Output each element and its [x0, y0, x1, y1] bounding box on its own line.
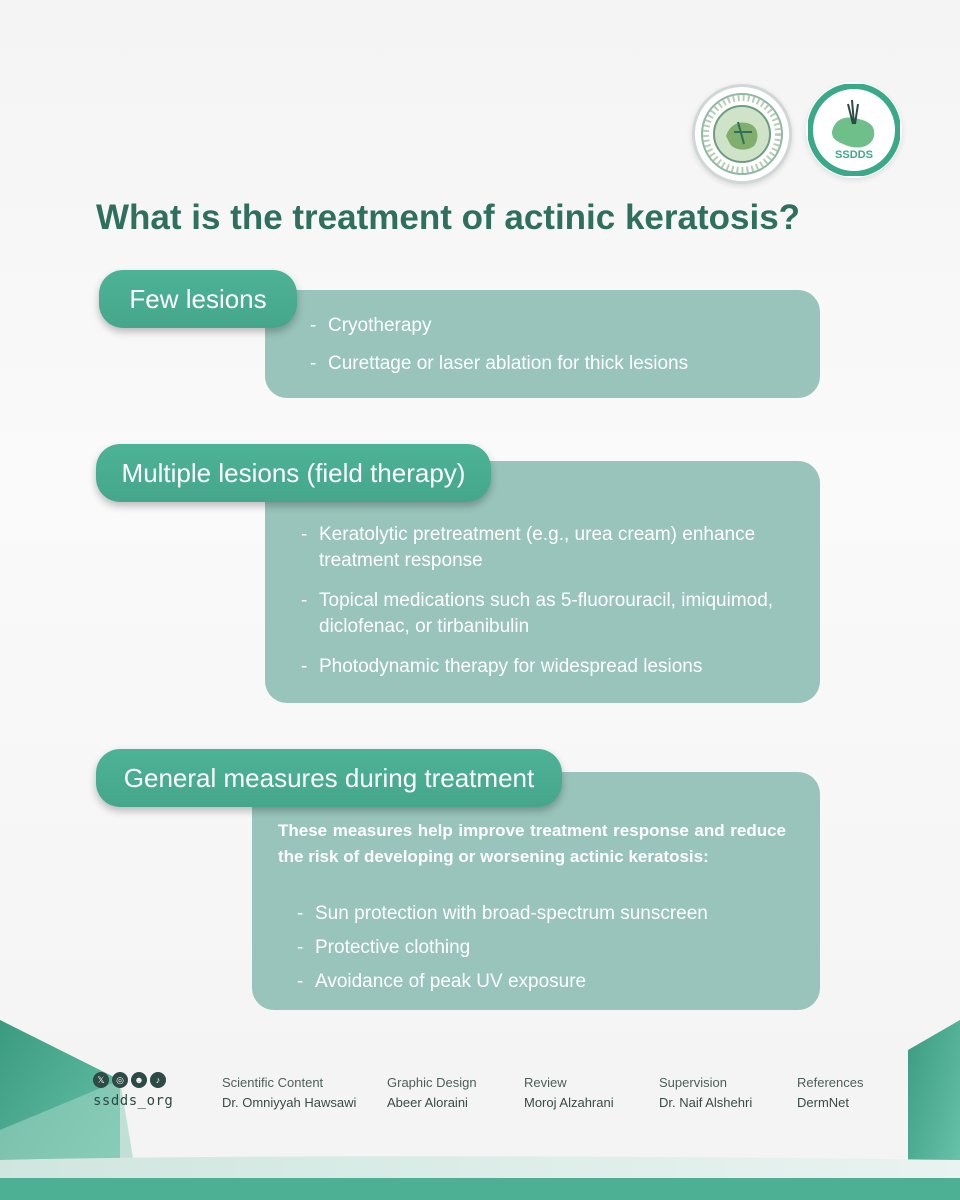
list-item: - Curettage or laser ablation for thick lesions: [310, 353, 689, 374]
credit-supervision: Supervision Dr. Naif Alshehri: [659, 1075, 753, 1110]
multiple-lesions-heading: Multiple lesions (field therapy): [96, 444, 491, 502]
svg-text:SSDDS: SSDDS: [835, 149, 873, 161]
social-handle: ssdds_org: [93, 1093, 174, 1109]
instagram-icon[interactable]: ◎: [112, 1072, 128, 1088]
multiple-lesions-list: [301, 522, 799, 694]
page-title: What is the treatment of actinic keratosis?: [96, 198, 801, 237]
list-item: - Topical medications such as 5-fluorouracil, imiquimod, diclofenac, or tirbanibulin: [301, 590, 774, 637]
list-item: - Keratolytic pretreatment (e.g., urea cream) enhance treatment response: [301, 524, 756, 571]
credit-review: Review Moroj Alzahrani: [524, 1075, 614, 1110]
list-item: - Avoidance of peak UV exposure: [297, 971, 587, 992]
few-lesions-heading: Few lesions: [99, 270, 297, 328]
list-item: - Cryotherapy: [310, 315, 432, 336]
snapchat-icon[interactable]: ☻: [131, 1072, 147, 1088]
general-measures-heading: General measures during treatment: [96, 749, 562, 807]
few-lesions-list: [310, 313, 798, 389]
list-item: - Protective clothing: [297, 937, 471, 958]
credit-scientific-content: Scientific Content Dr. Omniyyah Hawsawi: [222, 1075, 357, 1110]
general-measures-intro: These measures help improve treatment response and reduce the risk of developing or worsening actinic keratosis:: [278, 821, 786, 866]
list-item: - Photodynamic therapy for widespread lesions: [301, 656, 703, 677]
ssdds-logo: [806, 82, 902, 178]
credit-references: References DermNet: [797, 1075, 864, 1110]
list-item: - Sun protection with broad-spectrum sunscreen: [297, 903, 708, 924]
society-seal-icon: [692, 84, 792, 184]
credit-graphic-design: Graphic Design Abeer Aloraini: [387, 1075, 477, 1110]
social-icons: [93, 1072, 166, 1088]
tiktok-icon[interactable]: ♪: [150, 1072, 166, 1088]
x-icon[interactable]: 𝕏: [93, 1072, 109, 1088]
general-measures-list: [297, 901, 795, 1003]
